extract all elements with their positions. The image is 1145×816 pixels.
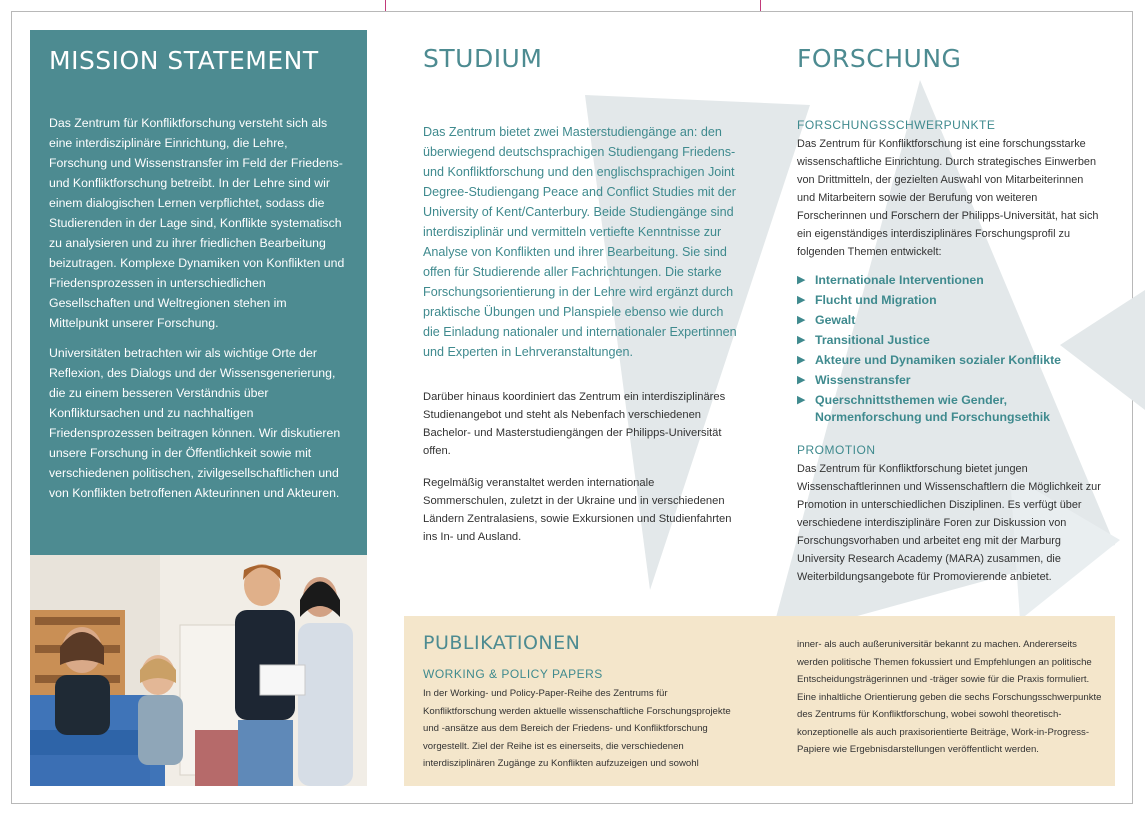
mission-paragraph: Das Zentrum für Konfliktforschung versteht sich als eine interdisziplinäre Einrichtung, die Lehre, Forschung und Wissenstransfer im Feld der Friedens- und Konfliktforschung betreibt. In der Lehre sind wir einem dialogischen Lernen verpflichtet, sodass die Studierenden in der Lage sind, Konflikte systematisch zu analysieren und zu ihrer friedlichen Bearbeitung beizutragen. Komplexe Dynamiken von Konflikten und Friedensprozessen in unterschiedlichen Gesellschaften und Weltregionen stehen im Mittelpunkt unserer Forschung. (49, 116, 345, 330)
triangle-bullet-icon: ▶ (797, 394, 806, 406)
topic-item (797, 332, 1102, 349)
topic-item (797, 312, 1102, 329)
mission-paragraph: Universitäten betrachten wir als wichtige Orte der Reflexion, des Dialogs und der Wissensgenerierung, die zu einem besseren Verständnis über Konfliktursachen und zu nachhaltigen Friedensprozessen beitragen können. Wir diskutieren unsere Forschung in der Öffentlichkeit sowie mit verschiedenen politischen, zivilgesellschaftlichen und von Konflikten betroffenen Akteurinnen und Akteuren. (49, 346, 341, 500)
publikationen-text-right: inner- als auch außeruniversitär bekannt zu machen. Andererseits werden politische Themen fokussiert und Empfehlungen an politische Entscheidungsträgerinnen und -träger sowie für die Praxis formuliert. Eine inhaltliche Orientierung geben die sechs Forschungsschwerpunkte des Zentrums für Konfliktforschung, wobei sowohl theoretisch-konzeptionelle als auch praxisorientierte Beiträge, Work-in-Progress-Papiere wie Ergebnisdarstellungen veröffentlicht werden. (797, 639, 1102, 755)
triangle-bullet-icon: ▶ (797, 294, 806, 306)
publikationen-text-left: In der Working- und Policy-Paper-Reihe des Zentrums für Konfliktforschung werden aktuelle wissenschaftliche Forschungsprojekte und -ansätze aus dem Bereich der Friedens- und Konfliktforschung vorgestellt. Ziel der Reihe ist es einerseits, die verschiedenen interdisziplinären Zugänge zu Konflikten aufzuzeigen und sowohl (423, 688, 731, 769)
topic-label: Wissenstransfer (815, 373, 911, 387)
triangle-bullet-icon: ▶ (797, 334, 806, 346)
working-papers-heading: WORKING & POLICY PAPERS (423, 667, 603, 681)
team-photo (30, 555, 367, 786)
topic-item (797, 372, 1102, 389)
triangle-bullet-icon: ▶ (797, 314, 806, 326)
studium-title: STUDIUM (423, 44, 543, 73)
triangle-bullet-icon: ▶ (797, 274, 806, 286)
topic-item (797, 272, 1102, 289)
team-photo-illustration (30, 555, 367, 786)
forschung-column (797, 44, 1102, 586)
topic-label: Flucht und Migration (815, 293, 937, 307)
topic-label: Querschnittsthemen wie Gender, Normenforschung und Forschungsethik (815, 393, 1051, 424)
topic-label: Akteure und Dynamiken sozialer Konflikte (815, 353, 1061, 367)
topic-item (797, 352, 1102, 369)
triangle-bullet-icon: ▶ (797, 374, 806, 386)
mission-statement-panel (30, 30, 367, 555)
forschungsschwerpunkte-text: Das Zentrum für Konfliktforschung ist eine forschungsstarke wissenschaftliche Einrichtung. Durch strategisches Einwerben von Drittmitteln, der gezielten Auswahl von Mitarbeiterinnen und Mitarbeitern sowie der Berufung von weiteren Forscherinnen und Forschern der Philipps-Universität, hat sich ein eigenständiges interdisziplinäres Forschungsprofil zu folgenden Themen entwickelt: (797, 138, 1099, 258)
triangle-bullet-icon: ▶ (797, 354, 806, 366)
forschungsschwerpunkte-heading: FORSCHUNGSSCHWERPUNKTE (797, 118, 996, 132)
publikationen-box (404, 616, 1115, 786)
mission-title: MISSION STATEMENT (49, 46, 319, 75)
topics-list (797, 272, 1102, 426)
topic-item (797, 392, 1102, 426)
studium-column (423, 44, 738, 546)
topic-label: Transitional Justice (815, 333, 930, 347)
topic-item (797, 292, 1102, 309)
promotion-heading: PROMOTION (797, 443, 876, 457)
topic-label: Gewalt (815, 313, 856, 327)
studium-paragraph: Darüber hinaus koordiniert das Zentrum ein interdisziplinäres Studienangebot und steht als Nebenfach verschiedenen Bachelor- und Masterstudiengängen der Philipps-Universität offen. (423, 391, 726, 457)
topic-label: Internationale Interventionen (815, 273, 984, 287)
studium-paragraph: Regelmäßig veranstaltet werden internationale Sommerschulen, zuletzt in der Ukraine und in verschiedenen Ländern Zentralasiens, sowie Exkursionen und Studienfahrten ins In- und Ausland. (423, 477, 732, 543)
publikationen-title: PUBLIKATIONEN (423, 632, 581, 654)
promotion-text: Das Zentrum für Konfliktforschung bietet jungen Wissenschaftlerinnen und Wissenschaftlern die Möglichkeit zur Promotion in unterschiedlichen Disziplinen. Es verfügt über verschiedene interdisziplinäre Foren zur Diskussion von Forschungsvorhaben und arbeitet eng mit der Marburg University Research Academy (MARA) zusammen, die Weiterbildungsangebote für Promovierende anbietet. (797, 463, 1101, 583)
studium-lead: Das Zentrum bietet zwei Masterstudiengänge an: den überwiegend deutschsprachigen Studiengang Friedens- und Konfliktforschung und den englischsprachigen Joint Degree-Studiengang Peace and Conflict Studies mit der University of Kent/Canterbury. Beide Studiengänge sind interdisziplinär und vermitteln vertiefte Kenntnisse zur Analyse von Konflikten und ihrer Bearbeitung. Sie sind offen für Studierende aller Fachrichtungen. Die starke Forschungsorientierung in der Lehre wird ergänzt durch praktische Übungen und Planspiele ebenso wie durch die Einladung nationaler und internationaler Expertinnen und Experten in Lehrveranstaltungen. (423, 125, 737, 359)
forschung-title: FORSCHUNG (797, 44, 962, 73)
